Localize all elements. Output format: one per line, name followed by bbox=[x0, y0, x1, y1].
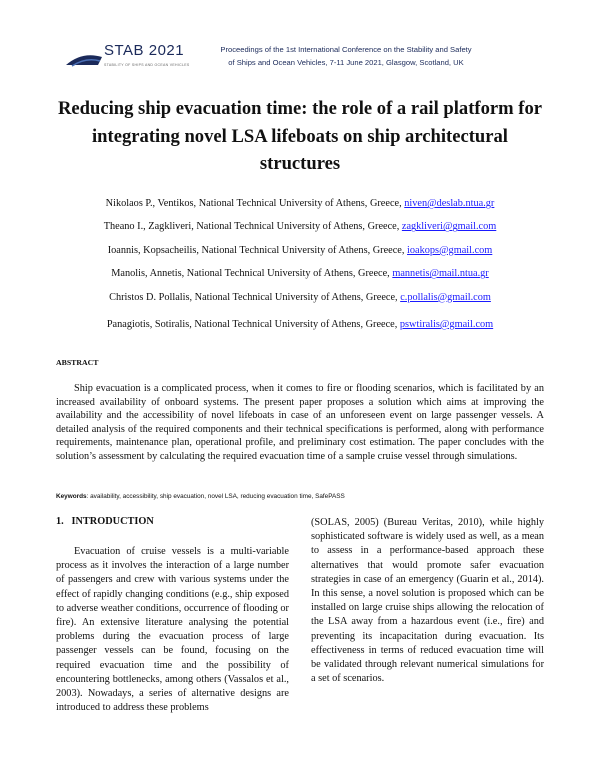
author-affiliation: Nikolaos P., Ventikos, National Technical University of Athens, Greece, bbox=[105, 198, 405, 209]
paper-title: Reducing ship evacuation time: the role of a rail platform for integrating novel LSA lifeboats on ship architectural structures bbox=[57, 98, 543, 174]
author-line bbox=[60, 319, 540, 342]
author-email-link[interactable]: c.pollalis@gmail.com bbox=[400, 291, 491, 303]
proceedings-header bbox=[196, 44, 496, 69]
abstract-heading: ABSTRACT bbox=[56, 358, 99, 367]
author-affiliation: Panagiotis, Sotiralis, National Technical University of Athens, Greece, bbox=[106, 318, 400, 330]
intro-column-left: Evacuation of cruise vessels is a multi-variable process as it involves the interaction of a large number of passengers and crew with various systems under the effect of rapidly changing conditions (e.g., ship exposed to adverse weather conditions, occurrence of flooding or fire). An extensive literature analysing the potential problems during the evacuation process of large passenger vessels can be found, focusing on the required evacuation time and the possibility of encountering bottlenecks, among others (Vassalos et al., 2003). Nowadays, a series of alternative designs are introduced to address these problems bbox=[56, 546, 289, 714]
abstract-text: Ship evacuation is a complicated process, when it comes to fire or flooding scenarios, which is facilitated by an increased availability of onboard systems. The present paper proposes a solution which aims at improving the availability and the accessibility of novel lifeboats in case of an unforeseen event on large passenger vessels. A detailed analysis of the required components and their technical specifications is performed, along with performance requirements, maintenance plan, operational profile, and preliminary cost estimation. The paper concludes with the solution’s assessment by calculating the required evacuation time of a sample cruise vessel through simulations. bbox=[56, 383, 544, 462]
section-heading-introduction: 1. INTRODUCTION bbox=[56, 516, 154, 527]
author-line bbox=[60, 292, 540, 315]
author-email-link[interactable]: zagkliveri@gmail.com bbox=[401, 221, 497, 233]
author-affiliation: Manolis, Annetis, National Technical University of Athens, Greece, bbox=[111, 268, 393, 280]
author-email-link[interactable]: mannetis@mail.ntua.gr bbox=[392, 268, 489, 280]
author-line bbox=[60, 268, 540, 291]
keywords-label: Keywords bbox=[56, 493, 87, 500]
author-affiliation: Ioannis, Kopsacheilis, National Technical University of Athens, Greece, bbox=[107, 244, 408, 256]
intro-column-right: (SOLAS, 2005) (Bureau Veritas, 2010), while highly sophisticated software is widely used as well, as a mean to assess in a performance-based approach these alternatives that would promote safer evacuation strategies in case of an emergency (Guarin et al., 2014). In this sense, a novel solution is proposed which can be installed on large cruise ships allowing the relocation of the LSA away from a hazardous event (i.e., fire) and preventing its incapacitation during evacuation. Its effectiveness in terms of reduced evacuation time will be validated through relevant numerical simulations for a set of scenarios. bbox=[311, 517, 544, 685]
author-affiliation: Theano I., Zagkliveri, National Technical University of Athens, Greece, bbox=[103, 221, 402, 233]
author-line bbox=[60, 198, 540, 221]
proceedings-line-2: of Ships and Ocean Vehicles, 7-11 June 2021, Glasgow, Scotland, UK bbox=[228, 57, 464, 67]
keywords-text: : availability, accessibility, ship evacuation, novel LSA, reducing evacuation time, SafePASS bbox=[86, 493, 345, 500]
author-email-link[interactable]: pswtiralis@gmail.com bbox=[399, 318, 494, 330]
author-line bbox=[60, 221, 540, 244]
logo-subtitle: STABILITY OF SHIPS AND OCEAN VEHICLES bbox=[104, 63, 190, 67]
logo-text: STAB 2021 bbox=[104, 42, 185, 59]
author-line bbox=[60, 245, 540, 268]
author-email-link[interactable]: ioakops@gmail.com bbox=[407, 244, 493, 256]
author-affiliation: Christos D. Pollalis, National Technical University of Athens, Greece, bbox=[109, 291, 401, 303]
keywords bbox=[56, 493, 546, 500]
author-email-link[interactable]: niven@deslab.ntua.gr bbox=[404, 198, 495, 209]
author-list bbox=[60, 198, 540, 342]
proceedings-line-1: Proceedings of the 1st International Conference on the Stability and Safety bbox=[220, 45, 472, 54]
